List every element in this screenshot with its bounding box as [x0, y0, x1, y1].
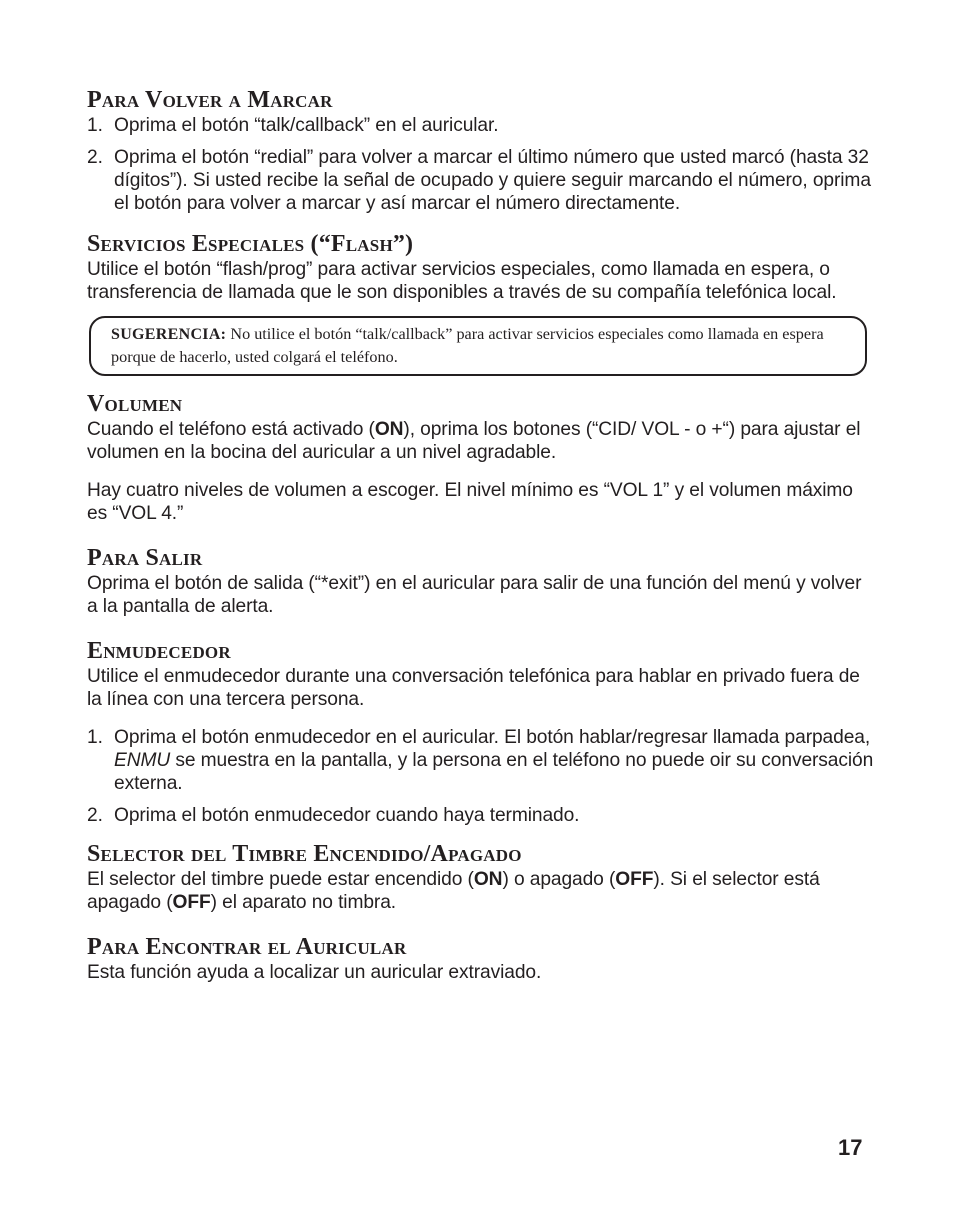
step-number: 2.: [87, 805, 103, 826]
section-heading-exit: Para Salir: [87, 545, 203, 571]
section-mute: [87, 637, 877, 827]
section-heading-volume: Volumen: [87, 391, 183, 417]
volume-text: Cuando el teléfono está activado (: [87, 419, 375, 440]
ringer-text: ). Si el selector está apagado (: [87, 869, 820, 913]
ringer-text: El selector del timbre puede estar encendido (: [87, 869, 474, 890]
section-heading-ringer: Selector del Timbre Encendido/Apagado: [87, 841, 522, 867]
section-heading-redial: Para Volver a Marcar: [87, 87, 333, 113]
section-heading-find-handset: Para Encontrar el Auricular: [87, 934, 407, 960]
redial-steps: [87, 114, 877, 215]
step-number: 1.: [87, 115, 103, 136]
volume-paragraph-2: Hay cuatro niveles de volumen a escoger. El nivel mínimo es “VOL 1” y el volumen máximo es “VOL 4.”: [87, 480, 853, 524]
section-flash: [87, 230, 877, 376]
volume-text: ), oprima los botones (“CID/ VOL - o +“) para ajustar el volumen en la bocina del auricular a un nivel agradable.: [87, 419, 861, 463]
off-label: OFF: [615, 869, 654, 890]
step-text: Oprima el botón “talk/callback” en el auricular.: [114, 115, 499, 136]
section-find-handset: [87, 933, 877, 984]
flash-body: Utilice el botón “flash/prog” para activar servicios especiales, como llamada en espera, o transferencia de llamada que le son disponibles a través de su compañía telefónica local.: [87, 259, 837, 303]
step-number: 1.: [87, 727, 103, 748]
step-text: Oprima el botón enmudecedor en el auricular. El botón hablar/regresar llamada parpadea,: [114, 727, 871, 748]
list-item: [87, 114, 877, 137]
on-label: ON: [374, 419, 404, 440]
step-text: Oprima el botón “redial” para volver a marcar el último número que usted marcó (hasta 32 dígitos”). Si usted recibe la señal de ocupado y quiere seguir marcando el número, oprima el botón para volver a marcar y así marcar el número directamente.: [114, 147, 871, 214]
page-number: 17: [838, 1135, 863, 1160]
find-body: Esta función ayuda a localizar un auricular extraviado.: [87, 962, 542, 983]
mute-steps: [87, 726, 877, 827]
list-item: [87, 146, 877, 215]
list-item: [87, 726, 877, 795]
section-ringer: [87, 840, 877, 914]
tip-text: No utilice el botón “talk/callback” para activar servicios especiales como llamada en espera porque de hacerlo, usted colgará el teléfono.: [111, 325, 824, 366]
ringer-body: [87, 868, 877, 914]
on-label: ON: [473, 869, 503, 890]
section-volume: [87, 390, 877, 525]
manual-page: [87, 86, 877, 984]
list-item: [87, 804, 877, 827]
step-text: Oprima el botón enmudecedor cuando haya terminado.: [114, 805, 580, 826]
volume-paragraph-1: [87, 418, 877, 464]
section-heading-mute: Enmudecedor: [87, 638, 231, 664]
mute-body: Utilice el enmudecedor durante una conversación telefónica para hablar en privado fuera de la línea con una tercera persona.: [87, 666, 860, 710]
section-redial: [87, 86, 877, 215]
tip-label: SUGERENCIA:: [111, 326, 227, 343]
section-heading-flash: Servicios Especiales (“Flash”): [87, 231, 414, 257]
enmu-display-text: ENMU: [114, 750, 171, 771]
step-text: se muestra en la pantalla, y la persona en el teléfono no puede oir su conversación externa.: [114, 750, 874, 794]
ringer-text: ) el aparato no timbra.: [210, 892, 397, 913]
tip-box: [89, 316, 867, 376]
exit-body: Oprima el botón de salida (“*exit”) en el auricular para salir de una función del menú y volver a la pantalla de alerta.: [87, 573, 862, 617]
section-exit: [87, 544, 877, 618]
step-number: 2.: [87, 147, 103, 168]
off-label: OFF: [172, 892, 211, 913]
ringer-text: ) o apagado (: [502, 869, 616, 890]
